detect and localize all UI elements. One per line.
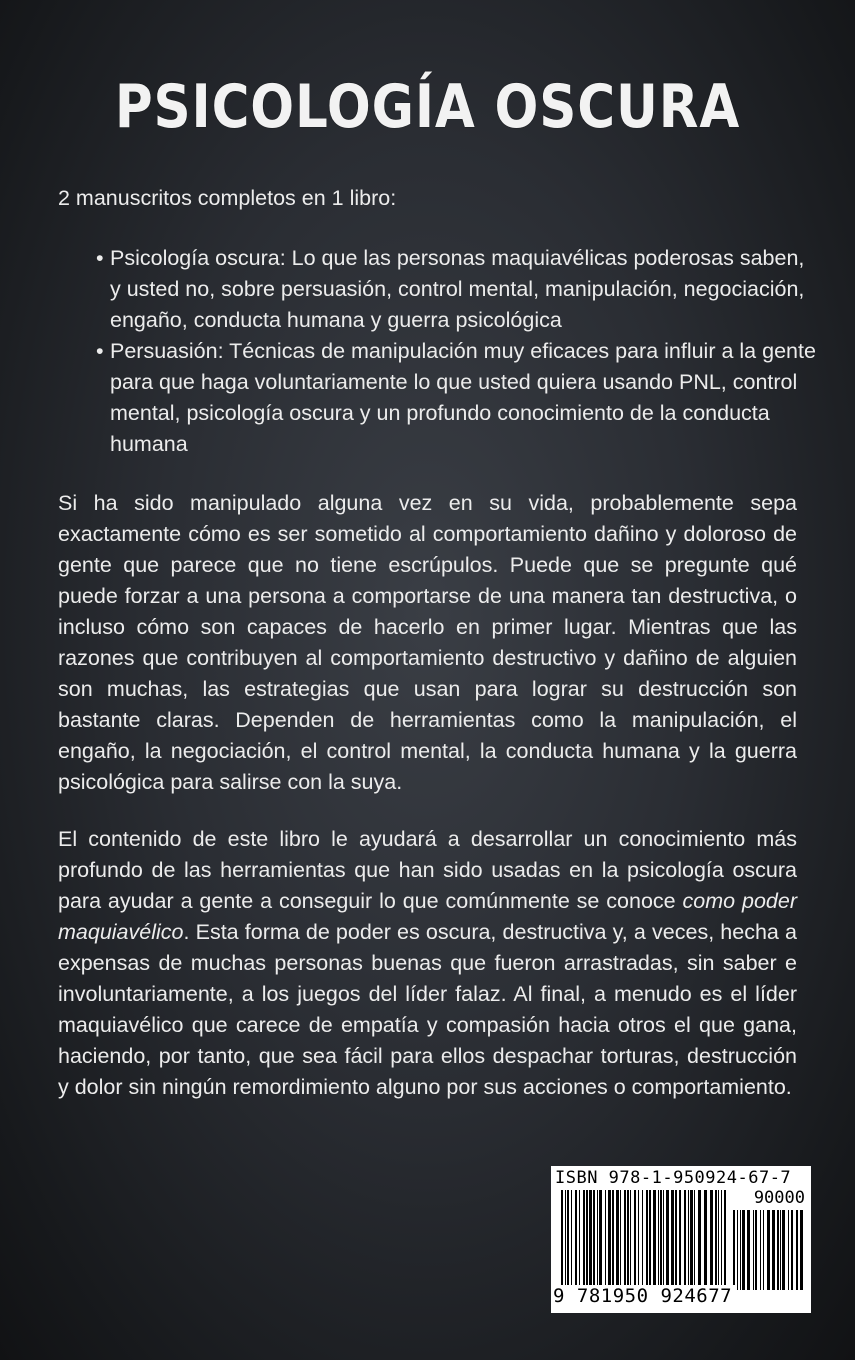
manuscript-2-description: Persuasión: Técnicas de manipulación muy eficaces para influir a la gente para que haga voluntariamente lo que usted quiera usando PNL, control mental, psicología oscura y un profundo conocimiento de la conducta humana (110, 339, 816, 456)
intro-line: 2 manuscritos completos en 1 libro: (58, 186, 397, 210)
book-title: PSICOLOGÍA OSCURA (114, 72, 741, 142)
list-item (96, 243, 816, 336)
bullet-dot-icon: • (96, 246, 104, 270)
isbn-barcode (551, 1166, 811, 1313)
barcode-bars (561, 1190, 726, 1290)
bullet-dot-icon: • (96, 339, 104, 363)
paragraph-2-text-start: El contenido de este libro le ayudará a desarrollar un conocimiento más profundo de las herramientas que han sido usadas en la psicología oscura para ayudar a gente a conseguir lo que comúnmente se conoce (58, 827, 797, 913)
price-code: 90000 (753, 1188, 805, 1208)
barcode-digits: 9 781950 924677 (553, 1285, 736, 1307)
list-item (96, 336, 816, 460)
paragraph-2-italic-phrase: como poder maquiavélico (58, 889, 797, 944)
manuscript-list (96, 243, 816, 460)
barcode-addon-bars (733, 1210, 805, 1290)
body-paragraph-2 (58, 824, 797, 1103)
paragraph-2-text-end: . Esta forma de poder es oscura, destructiva y, a veces, hecha a expensas de muchas personas buenas que fueron arrastradas, sin saber e involuntariamente, a los juegos del líder falaz. Al final, a menudo es el líder maquiavélico que carece de empatía y compasión hacia otros el que gana, haciendo, por tanto, que sea fácil para ellos despachar torturas, destrucción y dolor sin ningún remordimiento alguno por sus acciones o comportamiento. (58, 920, 797, 1099)
isbn-label: ISBN 978-1-950924-67-7 (555, 1168, 792, 1188)
manuscript-1-description: Psicología oscura: Lo que las personas maquiavélicas poderosas saben, y usted no, sobre persuasión, control mental, manipulación, negociación, engaño, conducta humana y guerra psicológica (110, 246, 805, 332)
body-paragraph-1: Si ha sido manipulado alguna vez en su vida, probablemente sepa exactamente cómo es ser sometido al comportamiento dañino y doloroso de gente que parece que no tiene escrúpulos. Puede que se pregunte qué puede forzar a una persona a comportarse de una manera tan destructiva, o incluso cómo son capaces de hacerlo en primer lugar. Mientras que las razones que contribuyen al comportamiento destructivo y dañino de alguien son muchas, las estrategias que usan para lograr su destrucción son bastante claras. Dependen de herramientas como la manipulación, el engaño, la negociación, el control mental, la conducta humana y la guerra psicológica para salirse con la suya. (58, 491, 797, 794)
